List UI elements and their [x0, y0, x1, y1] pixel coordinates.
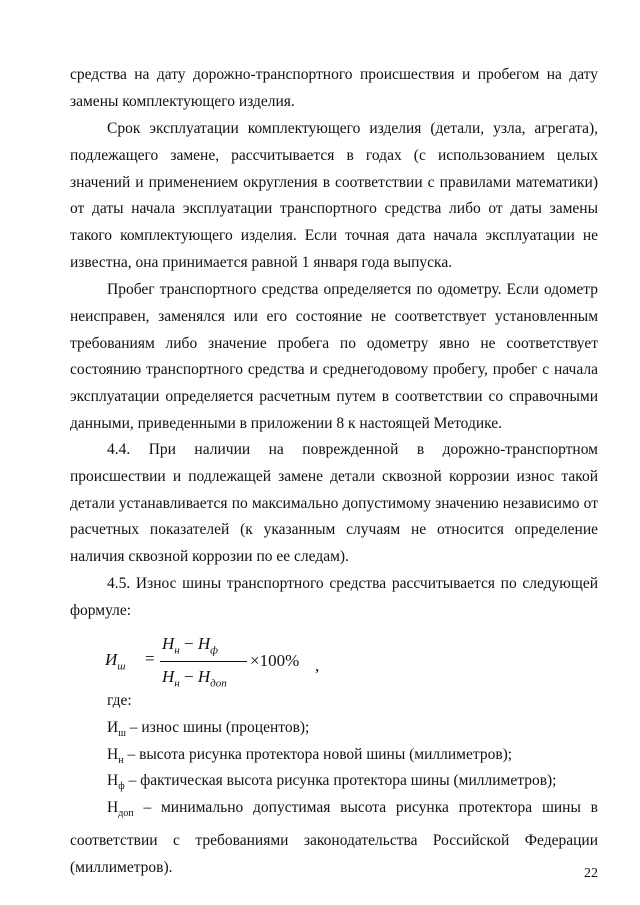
paragraph-service-life: Срок эксплуатации комплектующего изделия (детали, узла, агрегата), подлежащего замене, рассчитывается в годах (с использованием целых значений и применением округления в соответствии с правилами математики) от даты начала эксплуатации транспортного средства либо от даты замены такого комплектующего изделия. Если точная дата начала эксплуатации не известна, она принимается равной 1 января года выпуска.	[70, 120, 598, 271]
tire-wear-formula	[105, 632, 405, 694]
formula-comma: ,	[315, 656, 320, 675]
formula-numerator: $Н_н - Н_ф$	[162, 634, 218, 657]
fraction-bar	[160, 661, 247, 662]
formula-lhs: $И_ш$	[105, 650, 126, 673]
paragraph-4-4: 4.4. При наличии на поврежденной в дорожно-транспортном происшествии и подлежащей замене детали сквозной коррозии износ такой детали устанавливается по максимально допустимому значению независимо от расчетных показателей (к указанным случаям не относится определение наличия сквозной коррозии по ее следам).	[70, 441, 598, 566]
paragraph-mileage: Пробег транспортного средства определяется по одометру. Если одометр неисправен, заменялся или его состояние не соответствует установленным требованиям либо значение пробега по одометру явно не соответствует состоянию транспортного средства и среднегодовому пробегу, пробег с начала эксплуатации определяется расчетным путем в соответствии со справочными данными, приведенными в приложении 8 к настоящей Методике.	[70, 281, 598, 432]
paragraph-4-5: 4.5. Износ шины транспортного средства рассчитывается по следующей формуле:	[70, 575, 598, 619]
where-label: где:	[107, 692, 132, 709]
page-number: 22	[584, 866, 598, 881]
formula-multiplier: ×100%	[250, 651, 300, 670]
paragraph-continuation: средства на дату дорожно-транспортного происшествия и пробегом на дату замены комплектующего изделия.	[70, 66, 598, 110]
definition-new-tread: $Н_н$ – высота рисунка протектора новой шины (миллиметров);	[107, 746, 513, 767]
formula-equals: =	[145, 649, 155, 668]
formula-denominator: $Н_н - Н_{доп}$	[162, 667, 227, 690]
definition-actual-tread: $Н_ф$ – фактическая высота рисунка протектора шины (миллиметров);	[107, 772, 557, 793]
definition-min-tread: $Н_{доп}$ – минимально допустимая высота рисунка протектора шины в соответствии с требованиями законодательства Российской Федерации (миллиметров).	[70, 799, 598, 876]
definition-wear: $И_ш$ – износ шины (процентов);	[107, 719, 310, 740]
